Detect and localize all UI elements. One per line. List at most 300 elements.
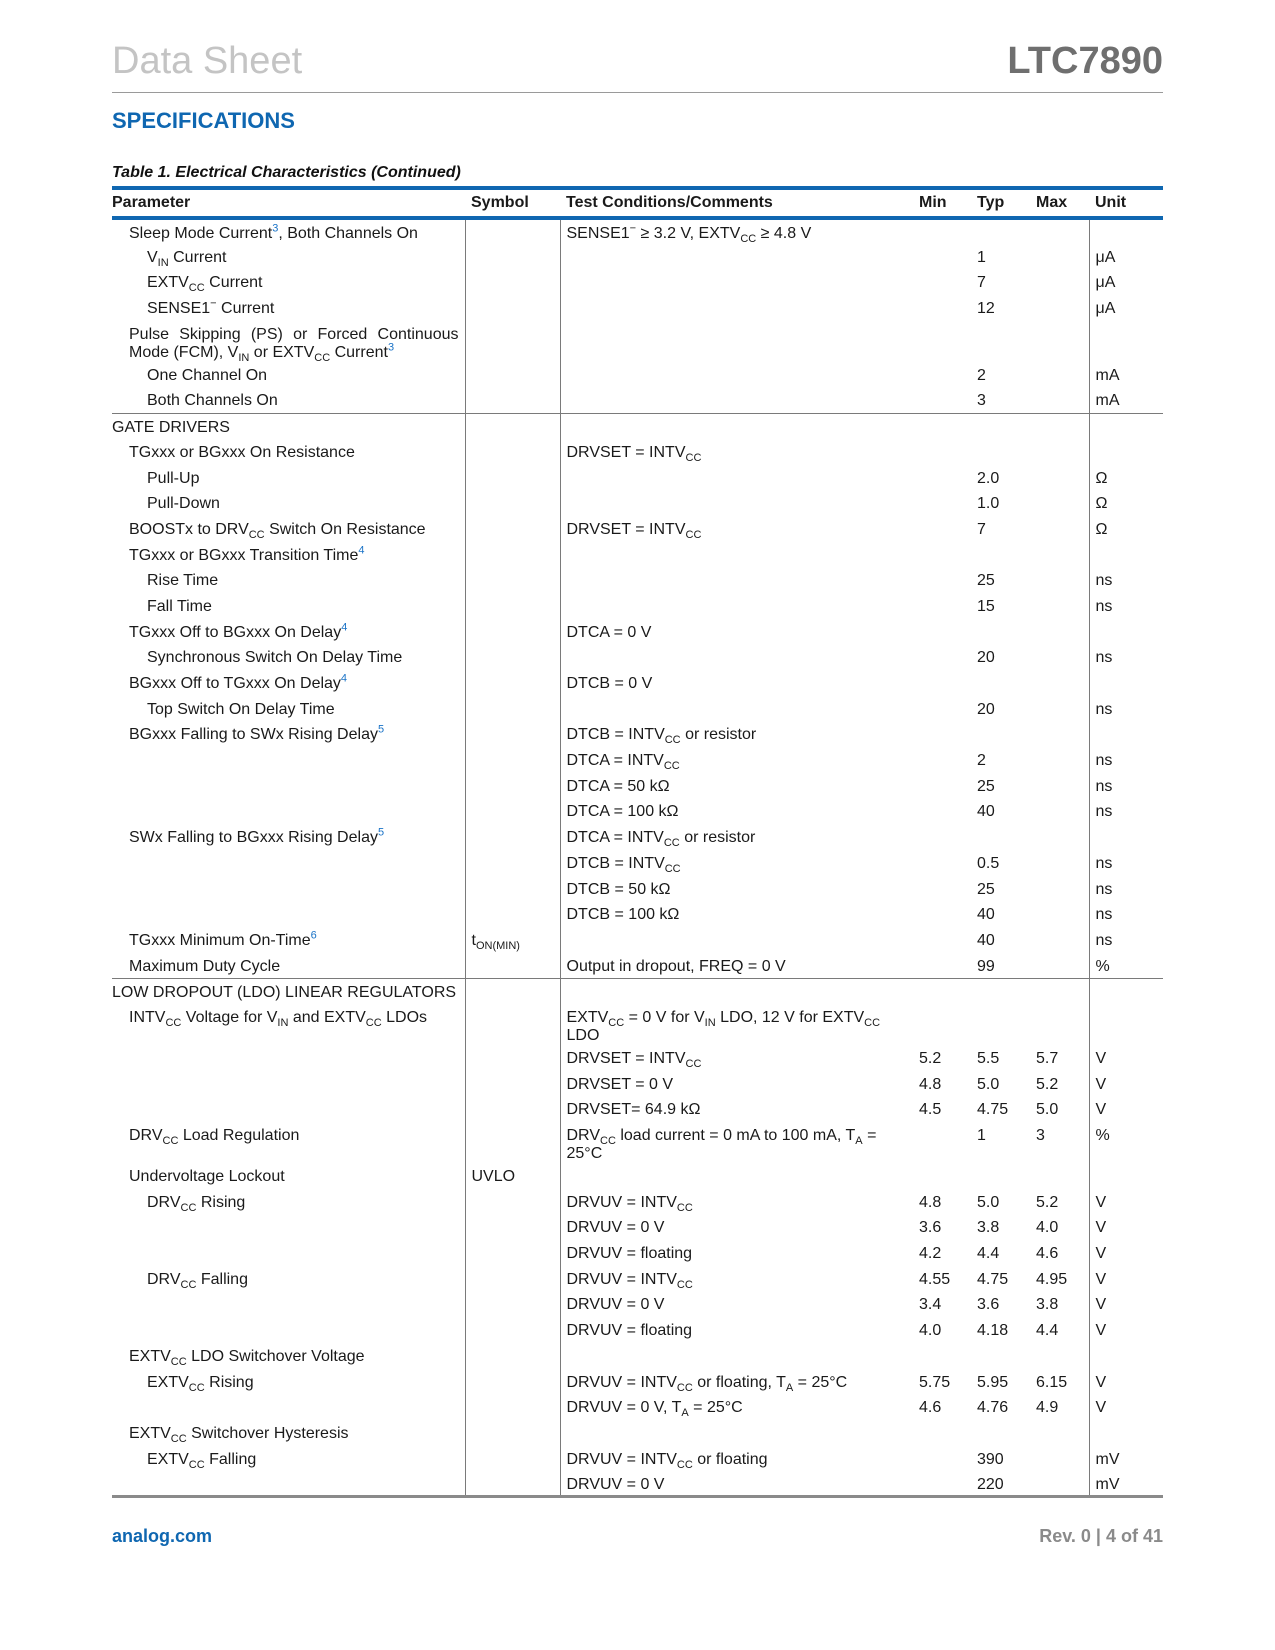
- table-row: [112, 516, 1163, 542]
- table-row: [112, 362, 1163, 388]
- table-row: [112, 721, 1163, 747]
- max-value-cell: 4.0: [1036, 1219, 1059, 1237]
- max-value-cell: [1030, 824, 1089, 850]
- test-condition-cell: [560, 362, 913, 388]
- max-value-cell: [1030, 567, 1089, 593]
- unit-cell: V: [1089, 1189, 1163, 1215]
- min-value-cell: [913, 901, 971, 927]
- max-value-cell: [1030, 798, 1089, 824]
- symbol-cell: [465, 593, 560, 619]
- symbol-cell: [465, 696, 560, 722]
- max-value-cell: [1030, 218, 1089, 244]
- unit-cell: mA: [1089, 362, 1163, 388]
- max-value-cell: [1030, 1420, 1089, 1446]
- table-row: [112, 1096, 1163, 1122]
- min-value-cell: [913, 978, 971, 1004]
- test-condition-cell: [560, 927, 913, 953]
- parameter-cell: [112, 1291, 465, 1317]
- column-header: Test Conditions/Comments: [560, 188, 913, 218]
- unit-cell: ns: [1089, 773, 1163, 799]
- table-row: [112, 824, 1163, 850]
- min-value-cell: [913, 696, 971, 722]
- typ-value-cell: 1: [977, 1127, 986, 1144]
- parameter-cell: $INTV_{CC}$ Voltage for $V_{IN}$ and $EXTV_{CC}$ LDOs: [129, 1008, 428, 1030]
- unit-cell: Ω: [1089, 465, 1163, 491]
- parameter-cell: BGxxx Off to TGxxx On Delay$^4$: [129, 672, 348, 692]
- test-condition-cell: [560, 269, 913, 295]
- parameter-cell: $DRV_{CC}$ Load Regulation: [129, 1127, 300, 1148]
- min-value-cell: [913, 1420, 971, 1446]
- parameter-cell: BOOSTx to $DRV_{CC}$ Switch On Resistance: [129, 520, 426, 542]
- min-value-cell: [913, 516, 971, 542]
- unit-cell: μA: [1089, 295, 1163, 321]
- table-caption: Table 1. Electrical Characteristics (Continued): [112, 164, 461, 181]
- table-row: [112, 696, 1163, 722]
- parameter-cell: Rise Time: [147, 572, 219, 590]
- table-row: [112, 1266, 1163, 1292]
- typ-value-cell: 7: [977, 520, 986, 538]
- parameter-cell: $DRV_{CC}$ Falling: [147, 1270, 248, 1291]
- table-row: [112, 1163, 1163, 1189]
- symbol-cell: [465, 953, 560, 979]
- symbol-cell: [465, 747, 560, 773]
- test-condition-cell: DRVUV = $INTV_{CC}$: [560, 1189, 913, 1215]
- max-value-cell: 5.2: [1036, 1075, 1059, 1093]
- footer-website[interactable]: analog.com: [112, 1526, 213, 1546]
- test-condition-cell: DRVSET = $INTV_{CC}$: [560, 516, 913, 542]
- min-value-cell: 3.6: [919, 1219, 942, 1237]
- max-value-cell: 5.0: [1036, 1101, 1059, 1119]
- unit-cell: [1089, 1420, 1163, 1446]
- symbol-cell: [465, 876, 560, 902]
- table-row: [112, 218, 1163, 244]
- typ-value-cell: 3: [977, 392, 986, 410]
- table-group-row: [112, 413, 1163, 439]
- parameter-cell: [112, 747, 465, 773]
- max-value-cell: [1030, 1004, 1089, 1045]
- typ-value-cell: 99: [977, 957, 995, 975]
- typ-value-cell: [971, 413, 1030, 439]
- test-condition-cell: DTCA = 0 V: [560, 619, 913, 645]
- typ-value-cell: 3.6: [977, 1296, 1000, 1314]
- symbol-cell: [465, 1420, 560, 1446]
- typ-value-cell: 40: [977, 906, 995, 924]
- test-condition-cell: [560, 295, 913, 321]
- symbol-cell: [465, 773, 560, 799]
- symbol-cell: [465, 721, 560, 747]
- symbol-cell: [465, 387, 560, 413]
- unit-cell: mA: [1089, 387, 1163, 413]
- unit-cell: ns: [1089, 747, 1163, 773]
- test-condition-cell: DRVUV = 0 V: [560, 1471, 913, 1497]
- max-value-cell: 3: [1036, 1127, 1045, 1144]
- typ-value-cell: 25: [977, 880, 995, 898]
- symbol-cell: [465, 1369, 560, 1395]
- parameter-cell: $EXTV_{CC}$ Rising: [147, 1373, 254, 1394]
- symbol-cell: [465, 1394, 560, 1420]
- symbol-cell: [465, 1240, 560, 1266]
- max-value-cell: 3.8: [1036, 1296, 1059, 1314]
- test-condition-cell: DTCB = 0 V: [560, 670, 913, 696]
- test-condition-cell: DRVUV = $INTV_{CC}$ or floating: [560, 1446, 913, 1472]
- max-value-cell: [1030, 413, 1089, 439]
- max-value-cell: [1030, 542, 1089, 568]
- symbol-cell: [465, 1096, 560, 1122]
- parameter-cell: Undervoltage Lockout: [129, 1168, 285, 1185]
- unit-cell: [1089, 218, 1163, 244]
- min-value-cell: 3.4: [919, 1296, 942, 1314]
- unit-cell: V: [1089, 1291, 1163, 1317]
- symbol-cell: [465, 244, 560, 270]
- typ-value-cell: 390: [977, 1450, 1004, 1468]
- max-value-cell: 6.15: [1036, 1373, 1068, 1391]
- unit-cell: V: [1089, 1240, 1163, 1266]
- column-header: Symbol: [465, 188, 560, 218]
- typ-value-cell: [971, 721, 1030, 747]
- test-condition-cell: [560, 978, 913, 1004]
- unit-cell: V: [1089, 1214, 1163, 1240]
- parameter-cell: [112, 1096, 465, 1122]
- table-row: [112, 670, 1163, 696]
- table-row: [112, 269, 1163, 295]
- max-value-cell: 5.7: [1036, 1049, 1059, 1067]
- parameter-cell: [112, 773, 465, 799]
- min-value-cell: [913, 387, 971, 413]
- header-divider: [112, 92, 1163, 93]
- parameter-cell: One Channel On: [147, 366, 268, 384]
- test-condition-cell: DRVSET = $INTV_{CC}$: [560, 439, 913, 465]
- symbol-cell: [465, 413, 560, 439]
- test-condition-cell: DTCB = 50 kΩ: [560, 876, 913, 902]
- parameter-cell: [112, 901, 465, 927]
- max-value-cell: [1030, 593, 1089, 619]
- table-row: [112, 953, 1163, 979]
- test-condition-cell: [560, 244, 913, 270]
- parameter-cell: [112, 1045, 465, 1071]
- test-condition-cell: [560, 593, 913, 619]
- min-value-cell: [913, 876, 971, 902]
- test-condition-cell: [560, 567, 913, 593]
- typ-value-cell: 4.75: [977, 1270, 1009, 1288]
- typ-value-cell: [971, 670, 1030, 696]
- parameter-cell: SENSE1− Current: [147, 297, 275, 318]
- parameter-cell: TGxxx or BGxxx On Resistance: [129, 443, 355, 461]
- unit-cell: [1089, 321, 1163, 362]
- test-condition-cell: DTCA = 50 kΩ: [560, 773, 913, 799]
- parameter-cell: $EXTV_{CC}$ Current: [147, 274, 263, 295]
- unit-cell: mV: [1089, 1446, 1163, 1472]
- table-row: [112, 1446, 1163, 1472]
- table-row: [112, 244, 1163, 270]
- typ-value-cell: 4.75: [977, 1101, 1009, 1119]
- typ-value-cell: 220: [971, 1471, 1030, 1497]
- column-header: Min: [913, 188, 971, 218]
- max-value-cell: 4.95: [1036, 1270, 1068, 1288]
- min-value-cell: [913, 644, 971, 670]
- test-condition-cell: DTCB = 100 kΩ: [560, 901, 913, 927]
- unit-cell: ns: [1089, 927, 1163, 953]
- min-value-cell: 4.2: [919, 1245, 942, 1263]
- unit-cell: ns: [1089, 644, 1163, 670]
- table-row: [112, 387, 1163, 413]
- parameter-cell: Top Switch On Delay Time: [147, 700, 335, 718]
- max-value-cell: [1030, 747, 1089, 773]
- min-value-cell: 5.2: [919, 1049, 942, 1067]
- parameter-cell: $V_{IN}$ Current: [147, 248, 227, 269]
- test-condition-cell: DTCB = $INTV_{CC}$ or resistor: [560, 721, 913, 747]
- table-row: [112, 321, 1163, 362]
- table-row: [112, 490, 1163, 516]
- symbol-cell: [465, 1446, 560, 1472]
- unit-cell: V: [1089, 1317, 1163, 1343]
- unit-cell: V: [1089, 1096, 1163, 1122]
- table-header-row: [112, 188, 1163, 218]
- min-value-cell: [913, 1163, 971, 1189]
- parameter-cell: Both Channels On: [147, 392, 278, 410]
- table-row: [112, 1045, 1163, 1071]
- max-value-cell: [1030, 490, 1089, 516]
- max-value-cell: [1030, 850, 1089, 876]
- column-header: Max: [1030, 188, 1089, 218]
- table-row: [112, 1004, 1163, 1045]
- typ-value-cell: 20: [977, 649, 995, 667]
- max-value-cell: [1030, 876, 1089, 902]
- unit-cell: [1089, 824, 1163, 850]
- unit-cell: [1089, 542, 1163, 568]
- max-value-cell: [1030, 362, 1089, 388]
- symbol-cell: $t_{ON(MIN)}$: [465, 927, 560, 953]
- min-value-cell: [913, 413, 971, 439]
- parameter-cell: Sleep Mode Current$^3$, Both Channels On: [129, 222, 418, 242]
- min-value-cell: [913, 1343, 971, 1369]
- unit-cell: %: [1089, 953, 1163, 979]
- typ-value-cell: [971, 1420, 1030, 1446]
- test-condition-cell: DRVUV = 0 V, $T_A = 25^\circ C$: [560, 1394, 913, 1420]
- doc-type-label: Data Sheet: [112, 40, 303, 82]
- test-condition-cell: [560, 1343, 913, 1369]
- unit-cell: ns: [1089, 696, 1163, 722]
- parameter-cell: [112, 1214, 465, 1240]
- min-value-cell: 4.8: [919, 1075, 942, 1093]
- parameter-cell: Fall Time: [147, 597, 212, 615]
- symbol-cell: [465, 978, 560, 1004]
- typ-value-cell: 0.5: [977, 854, 1000, 872]
- table-row: [112, 773, 1163, 799]
- parameter-cell: TGxxx Off to BGxxx On Delay$^4$: [129, 621, 348, 641]
- unit-cell: Ω: [1089, 516, 1163, 542]
- symbol-cell: [465, 1189, 560, 1215]
- section-title: SPECIFICATIONS: [112, 108, 295, 133]
- min-value-cell: 4.5: [919, 1101, 942, 1119]
- max-value-cell: 4.4: [1036, 1322, 1059, 1340]
- unit-cell: [1089, 1163, 1163, 1189]
- table-row: [112, 1317, 1163, 1343]
- typ-value-cell: 5.5: [977, 1049, 1000, 1067]
- unit-cell: ns: [1089, 876, 1163, 902]
- table-row: [112, 876, 1163, 902]
- table-row: [112, 927, 1163, 953]
- symbol-cell: [465, 670, 560, 696]
- symbol-cell: [465, 218, 560, 244]
- test-condition-cell: DRVUV = $INTV_{CC}$: [560, 1266, 913, 1292]
- test-condition-cell: [560, 490, 913, 516]
- min-value-cell: [913, 850, 971, 876]
- symbol-cell: [465, 295, 560, 321]
- typ-value-cell: [971, 439, 1030, 465]
- unit-cell: V: [1089, 1394, 1163, 1420]
- symbol-cell: [465, 567, 560, 593]
- symbol-cell: [465, 542, 560, 568]
- max-value-cell: [1030, 644, 1089, 670]
- test-condition-cell: DRVUV = $INTV_{CC}$ or floating, $T_A = 25^\circ C$: [560, 1369, 913, 1395]
- column-header: Typ: [971, 188, 1030, 218]
- typ-value-cell: 4.4: [977, 1245, 1000, 1263]
- test-condition-cell: DRVSET = 0 V: [560, 1071, 913, 1097]
- table-body: [112, 218, 1163, 1497]
- table-group-row: [112, 978, 1163, 1004]
- test-condition-cell: $EXTV_{CC} = 0$ V for $V_{IN}$ LDO, 12 V for $EXTV_{CC}$ LDO: [560, 1004, 913, 1045]
- max-value-cell: [1030, 465, 1089, 491]
- parameter-cell: Pull-Down: [147, 495, 220, 513]
- parameter-cell: [112, 1071, 465, 1097]
- min-value-cell: [913, 747, 971, 773]
- max-value-cell: [1030, 1163, 1089, 1189]
- parameter-cell: [112, 1240, 465, 1266]
- unit-cell: V: [1089, 1071, 1163, 1097]
- parameter-cell: Synchronous Switch On Delay Time: [147, 649, 403, 667]
- symbol-cell: [465, 321, 560, 362]
- min-value-cell: [913, 542, 971, 568]
- column-header: Unit: [1089, 188, 1163, 218]
- test-condition-cell: DRVSET= 64.9 kΩ: [560, 1096, 913, 1122]
- table-row: [112, 465, 1163, 491]
- unit-cell: ns: [1089, 593, 1163, 619]
- unit-cell: [1089, 1004, 1163, 1045]
- symbol-cell: [465, 850, 560, 876]
- typ-value-cell: 5.95: [977, 1373, 1009, 1391]
- table-row: [112, 1291, 1163, 1317]
- max-value-cell: [1030, 439, 1089, 465]
- min-value-cell: [913, 593, 971, 619]
- min-value-cell: [913, 721, 971, 747]
- symbol-cell: [465, 362, 560, 388]
- typ-value-cell: [971, 978, 1030, 1004]
- test-condition-cell: DRVUV = 0 V: [560, 1291, 913, 1317]
- max-value-cell: [1030, 978, 1089, 1004]
- typ-value-cell: 5.0: [977, 1075, 1000, 1093]
- min-value-cell: [913, 619, 971, 645]
- table-row: [112, 901, 1163, 927]
- min-value-cell: [913, 1122, 971, 1163]
- typ-value-cell: 2: [977, 366, 986, 384]
- min-value-cell: 4.55: [919, 1270, 951, 1288]
- unit-cell: μA: [1089, 269, 1163, 295]
- min-value-cell: [913, 927, 971, 953]
- max-value-cell: [1030, 670, 1089, 696]
- symbol-cell: [465, 1045, 560, 1071]
- typ-value-cell: 40: [977, 803, 995, 821]
- unit-cell: ns: [1089, 567, 1163, 593]
- parameter-cell: LOW DROPOUT (LDO) LINEAR REGULATORS: [112, 978, 465, 1004]
- symbol-cell: [465, 798, 560, 824]
- max-value-cell: [1030, 269, 1089, 295]
- unit-cell: ns: [1089, 850, 1163, 876]
- test-condition-cell: DTCA = $INTV_{CC}$: [560, 747, 913, 773]
- unit-cell: [1089, 978, 1163, 1004]
- symbol-cell: [465, 824, 560, 850]
- parameter-cell: $EXTV_{CC}$ Switchover Hysteresis: [129, 1424, 349, 1446]
- parameter-cell: [112, 1471, 465, 1497]
- typ-value-cell: 20: [977, 700, 995, 718]
- unit-cell: V: [1089, 1045, 1163, 1071]
- test-condition-cell: DRVUV = floating: [560, 1240, 913, 1266]
- min-value-cell: [913, 295, 971, 321]
- min-value-cell: [913, 465, 971, 491]
- parameter-cell: Pull-Up: [147, 469, 200, 487]
- test-condition-cell: $DRV_{CC}$ load current = 0 mA to 100 mA, $T_A = 25^\circ C$: [560, 1122, 913, 1163]
- unit-cell: [1089, 439, 1163, 465]
- typ-value-cell: 12: [977, 300, 995, 318]
- unit-cell: [1089, 413, 1163, 439]
- min-value-cell: [913, 490, 971, 516]
- test-condition-cell: [560, 321, 913, 362]
- test-condition-cell: [560, 413, 913, 439]
- min-value-cell: [913, 953, 971, 979]
- test-condition-cell: [560, 542, 913, 568]
- symbol-cell: [465, 901, 560, 927]
- unit-cell: mV: [1089, 1471, 1163, 1497]
- typ-value-cell: [971, 321, 1030, 362]
- table-row: [112, 1369, 1163, 1395]
- table-row: [112, 644, 1163, 670]
- typ-value-cell: [971, 1163, 1030, 1189]
- max-value-cell: 4.9: [1036, 1399, 1059, 1417]
- min-value-cell: [913, 362, 971, 388]
- test-condition-cell: [560, 644, 913, 670]
- typ-value-cell: 2: [977, 752, 986, 770]
- symbol-cell: [465, 1343, 560, 1369]
- max-value-cell: [1030, 1471, 1089, 1497]
- unit-cell: %: [1089, 1122, 1163, 1163]
- min-value-cell: 5.75: [919, 1373, 951, 1391]
- min-value-cell: [913, 1446, 971, 1472]
- symbol-cell: [465, 1317, 560, 1343]
- unit-cell: μA: [1089, 244, 1163, 270]
- max-value-cell: [1030, 295, 1089, 321]
- typ-value-cell: [971, 619, 1030, 645]
- max-value-cell: [1030, 244, 1089, 270]
- test-condition-cell: [560, 1420, 913, 1446]
- typ-value-cell: [971, 542, 1030, 568]
- table-row: [112, 1420, 1163, 1446]
- electrical-characteristics-table: [112, 186, 1163, 1498]
- typ-value-cell: 4.18: [977, 1322, 1009, 1340]
- max-value-cell: [1030, 1343, 1089, 1369]
- max-value-cell: [1030, 773, 1089, 799]
- table-row: [112, 542, 1163, 568]
- column-header: Parameter: [112, 188, 465, 218]
- max-value-cell: [1030, 387, 1089, 413]
- test-condition-cell: DRVSET = $INTV_{CC}$: [560, 1045, 913, 1071]
- unit-cell: [1089, 670, 1163, 696]
- parameter-cell: [112, 876, 465, 902]
- symbol-cell: [465, 465, 560, 491]
- test-condition-cell: [560, 1163, 913, 1189]
- test-condition-cell: DTCA = $INTV_{CC}$ or resistor: [560, 824, 913, 850]
- typ-value-cell: 3.8: [977, 1219, 1000, 1237]
- parameter-cell: $DRV_{CC}$ Rising: [147, 1193, 246, 1214]
- table-row: [112, 1240, 1163, 1266]
